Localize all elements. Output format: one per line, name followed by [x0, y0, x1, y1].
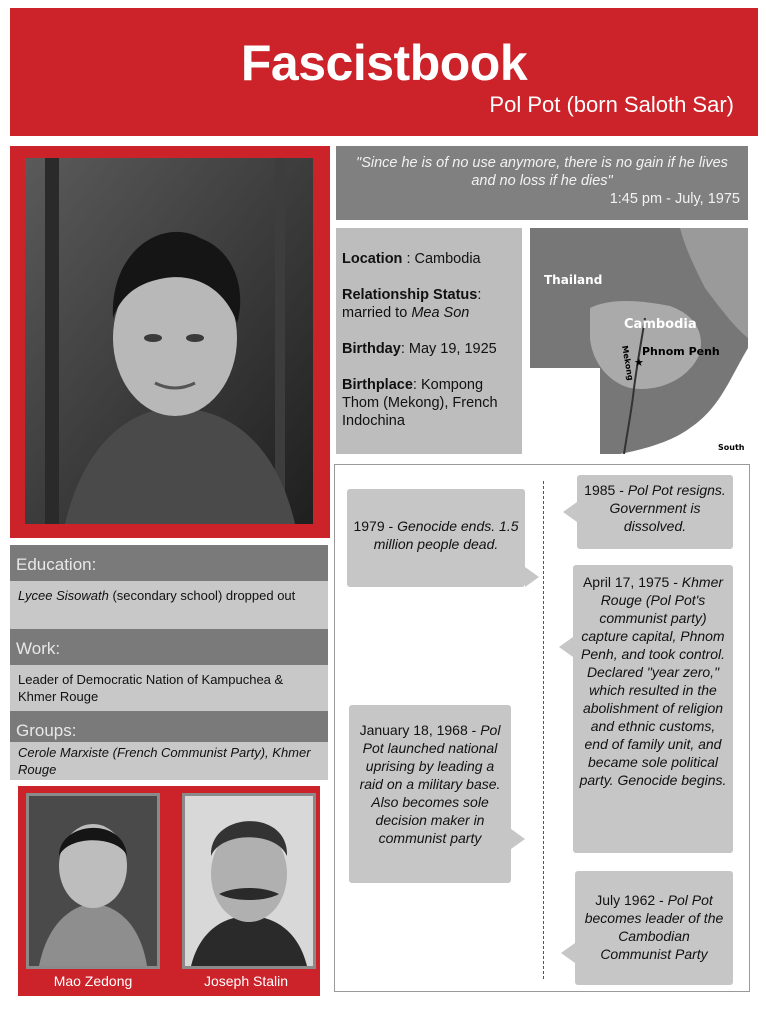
groups-heading: Groups:: [10, 711, 328, 747]
spouse-name[interactable]: Mea Son: [411, 305, 470, 321]
about-info: [336, 228, 522, 454]
capital-star-icon: ★: [634, 356, 644, 369]
friend-name-stalin[interactable]: Joseph Stalin: [203, 973, 289, 989]
friend-photo-stalin: [185, 796, 313, 966]
event-date: July 1962 -: [595, 892, 668, 908]
birthplace-label: Birthplace: [342, 377, 413, 393]
friend-photo-mao: [29, 796, 157, 966]
birthplace-value: : Kompong Thom (Mekong), French Indochina: [342, 377, 498, 429]
friend-photo-frame[interactable]: [26, 793, 160, 969]
event-date: 1979 -: [353, 518, 398, 534]
map-label-sea: South: [718, 443, 745, 452]
event-text: Genocide ends. 1.5 million people dead.: [373, 518, 519, 552]
map-label-capital: Phnom Penh: [642, 345, 720, 358]
location-map[interactable]: [530, 228, 748, 454]
profile-photo[interactable]: [25, 158, 313, 524]
map-label-thailand: Thailand: [544, 273, 603, 287]
timeline-event-1975[interactable]: [573, 565, 733, 853]
friend-photo-frame[interactable]: [182, 793, 316, 969]
map-image: [530, 228, 748, 454]
header-banner: [10, 8, 758, 136]
map-label-river: Mekong: [620, 344, 636, 382]
friends-panel: [18, 786, 320, 996]
work-body: Leader of Democratic Nation of Kampuchea & Khmer Rouge: [10, 665, 328, 711]
site-title: Fascistbook: [240, 35, 528, 91]
event-date: April 17, 1975 -: [582, 574, 682, 590]
profile-name: Pol Pot (born Saloth Sar): [489, 92, 734, 117]
timeline-event-1979[interactable]: [347, 489, 525, 587]
timeline-event-1962[interactable]: [575, 871, 733, 985]
birthday-value: : May 19, 1925: [400, 341, 497, 357]
event-date: 1985 -: [584, 482, 628, 498]
school-name[interactable]: Lycee Sisowath: [18, 588, 109, 603]
profile-photo-frame: [10, 146, 330, 538]
event-text: Pol Pot resigns. Government is dissolved.: [609, 482, 726, 534]
relationship-row: [342, 286, 516, 322]
groups-body: Cerole Marxiste (French Communist Party), Khmer Rouge: [10, 742, 328, 780]
event-text: Pol Pot becomes leader of the Cambodian Communist Party: [584, 892, 724, 962]
birthplace-row: [342, 376, 516, 430]
relationship-prefix: : married to: [342, 287, 482, 321]
event-text: Pol Pot launched national uprising by leading a raid on a military base. Also becomes sole decision maker in communist party: [359, 722, 501, 846]
friend-name-mao[interactable]: Mao Zedong: [53, 973, 133, 989]
event-date: January 18, 1968 -: [359, 722, 481, 738]
timeline-event-1985[interactable]: [577, 475, 733, 549]
timeline-event-1968[interactable]: [349, 705, 511, 883]
education-detail: (secondary school) dropped out: [108, 588, 296, 603]
location-value: : Cambodia: [402, 251, 481, 267]
map-label-cambodia: Cambodia: [624, 317, 697, 332]
profile-portrait-image: [25, 158, 313, 524]
quote-text: "Since he is of no use anymore, there is no gain if he lives and no loss if he dies": [356, 155, 728, 189]
education-heading: Education:: [10, 545, 328, 581]
quote-timestamp: 1:45 pm - July, 1975: [609, 191, 740, 207]
friend-portrait-mao: [29, 796, 157, 966]
location-row: [342, 250, 516, 268]
work-heading: Work:: [10, 629, 328, 665]
birthday-row: [342, 340, 516, 358]
timeline-panel: [334, 464, 750, 992]
birthday-label: Birthday: [342, 341, 401, 357]
status-quote: [336, 146, 748, 220]
education-body: [10, 581, 328, 629]
relationship-label: Relationship Status: [342, 287, 478, 303]
friend-portrait-stalin: [185, 796, 313, 966]
timeline-axis: [543, 481, 544, 979]
location-label: Location: [342, 251, 403, 267]
event-text: Khmer Rouge (Pol Pot's communist party) capture capital, Phnom Penh, and took control. Declared "year zero," which resulted in the abolishment of religion and ethnic customs, end of family unit, and became sole political party. Genocide begins.: [579, 574, 727, 788]
